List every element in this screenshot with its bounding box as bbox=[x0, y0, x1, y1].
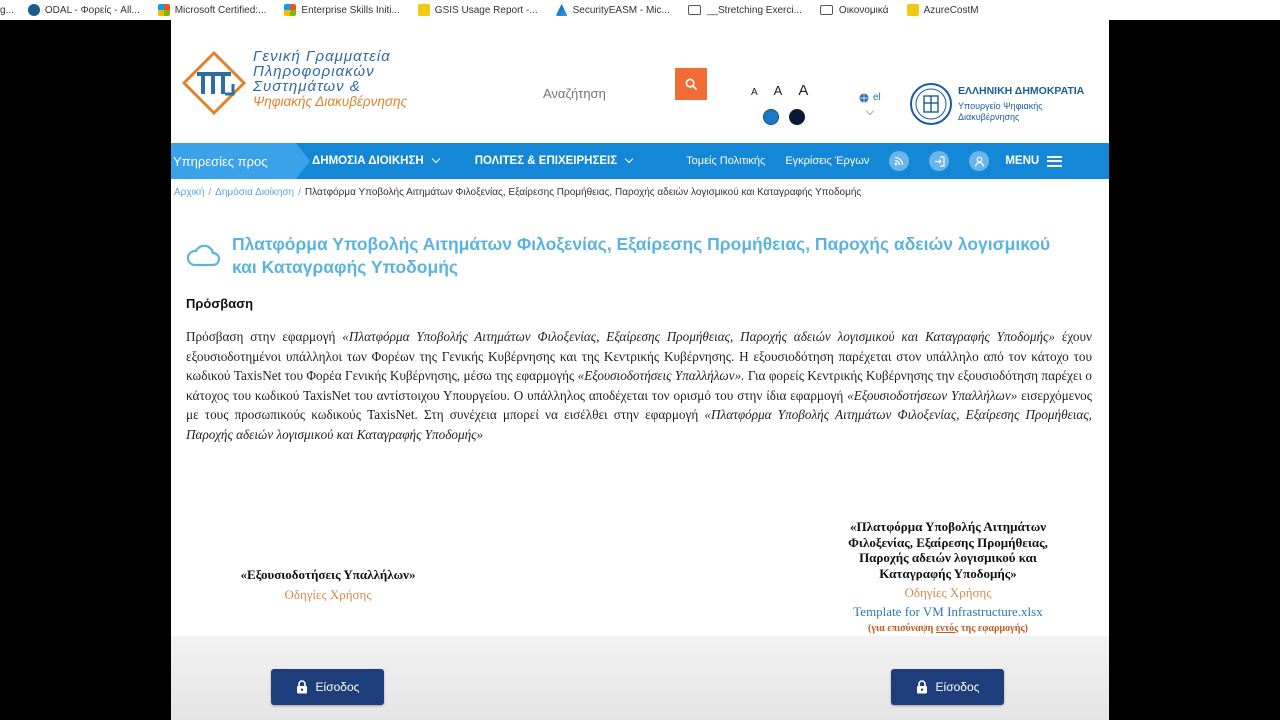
bookmark-folder[interactable]: __Stretching Exerci... bbox=[688, 5, 802, 16]
bookmark-folder[interactable]: Οικονομικά bbox=[820, 5, 889, 16]
contrast-dark-button[interactable] bbox=[789, 109, 805, 125]
chevron-down-icon bbox=[625, 155, 633, 163]
bookmarks-bar bbox=[0, 0, 1280, 20]
language-selector[interactable]: el bbox=[859, 92, 881, 103]
main-nav bbox=[171, 143, 1109, 179]
microsoft-icon bbox=[284, 4, 296, 16]
breadcrumb-home[interactable]: Αρχική bbox=[174, 187, 205, 198]
site-header bbox=[171, 20, 1109, 143]
search-button[interactable] bbox=[675, 68, 707, 100]
powerbi-icon bbox=[907, 4, 919, 16]
bookmark-item[interactable]: AzureCostM bbox=[907, 4, 979, 16]
powerbi-icon bbox=[418, 4, 430, 16]
bookmark-item[interactable]: ODAL - Φορείς - All... bbox=[28, 4, 140, 16]
breadcrumb: Αρχική / Δημόσια Διοίκηση / Πλατφόρμα Υποβολής Αιτημάτων Φιλοξενίας, Εξαίρεσης Προμήθειας, Παροχής αδειών λογισμικού και Καταγραφής Υποδομής bbox=[174, 187, 862, 198]
font-large-button[interactable]: A bbox=[798, 82, 809, 99]
nav-services-label: Υπηρεσίες προς bbox=[171, 143, 296, 179]
platform-title: «Πλατφόρμα Υποβολής Αιτημάτων Φιλοξενίας, Εξαίρεσης Προμήθειας, Παροχής αδειών λογισμικού και Καταγραφής Υποδομής» bbox=[848, 519, 1048, 581]
rss-icon bbox=[894, 156, 904, 166]
font-size-controls bbox=[751, 82, 808, 99]
microsoft-icon bbox=[158, 4, 170, 16]
hamburger-icon bbox=[1047, 156, 1062, 167]
globe-icon bbox=[859, 93, 869, 103]
folder-icon bbox=[688, 5, 701, 15]
bookmark-item[interactable]: SecurityEASM - Mic... bbox=[556, 4, 670, 16]
platform-block bbox=[823, 519, 1073, 634]
platform-login-button[interactable]: Είσοδος bbox=[891, 669, 1004, 705]
chevron-down-icon bbox=[431, 155, 439, 163]
font-small-button[interactable]: A bbox=[751, 87, 758, 98]
menu-button[interactable]: MENU bbox=[1005, 155, 1062, 167]
chevron-down-icon[interactable] bbox=[866, 107, 874, 115]
sign-in-icon bbox=[934, 156, 945, 167]
attachment-note: (για επισύναψη εντός της εφαρμογής) bbox=[868, 623, 1028, 634]
authorizations-login-button[interactable]: Είσοδος bbox=[271, 669, 384, 705]
bookmark-item[interactable]: g... bbox=[0, 4, 14, 16]
nav-project-approvals[interactable]: Εγκρίσεις Έργων bbox=[785, 155, 870, 167]
font-medium-button[interactable]: A bbox=[773, 83, 783, 98]
contrast-normal-button[interactable] bbox=[763, 109, 779, 125]
breadcrumb-public-admin[interactable]: Δημόσια Διοίκηση bbox=[215, 187, 295, 198]
gov-ministry: Υπουργείο Ψηφιακής Διακυβέρνησης bbox=[958, 101, 1043, 122]
nav-citizens-business[interactable]: ΠΟΛΙΤΕΣ & ΕΠΙΧΕΙΡΗΣΕΙΣ bbox=[475, 155, 632, 167]
cloud-icon bbox=[185, 242, 221, 268]
odal-icon bbox=[28, 4, 40, 16]
azure-icon bbox=[556, 4, 568, 16]
search-input[interactable] bbox=[543, 83, 673, 103]
bookmark-item[interactable]: Enterprise Skills Initi... bbox=[284, 4, 399, 16]
contrast-controls bbox=[763, 109, 805, 125]
breadcrumb-current: Πλατφόρμα Υποβολής Αιτημάτων Φιλοξενίας, Εξαίρεσης Προμήθειας, Παροχής αδειών λογισμικού και Καταγραφής Υποδομής bbox=[304, 187, 862, 198]
search-icon bbox=[685, 78, 698, 91]
gov-title: ΕΛΛΗΝΙΚΗ ΔΗΜΟΚΡΑΤΙΑ bbox=[958, 85, 1085, 97]
authorizations-block bbox=[223, 567, 433, 603]
vm-template-link[interactable]: Template for VM Infrastructure.xlsx bbox=[853, 604, 1043, 619]
lock-icon bbox=[916, 680, 928, 694]
nav-public-admin[interactable]: ΔΗΜΟΣΙΑ ΔΙΟΙΚΗΣΗ bbox=[312, 155, 439, 167]
authorizations-title: «Εξουσιοδοτήσεις Υπαλλήλων» bbox=[240, 567, 416, 582]
user-button[interactable] bbox=[969, 151, 989, 171]
gsis-logo-text[interactable]: Γενική Γραμματεία Πληροφοριακών Συστημάτων & Ψηφιακής Διακυβέρνησης bbox=[253, 48, 408, 109]
lock-icon bbox=[296, 680, 308, 694]
rss-button[interactable] bbox=[889, 151, 909, 171]
folder-icon bbox=[820, 5, 833, 15]
web-page bbox=[171, 0, 1109, 720]
platform-guide-link[interactable]: Οδηγίες Χρήσης bbox=[904, 585, 992, 600]
user-icon bbox=[974, 156, 985, 167]
gsis-logo-icon[interactable] bbox=[181, 50, 247, 116]
page-title: Πλατφόρμα Υποβολής Αιτημάτων Φιλοξενίας, Εξαίρεσης Προμήθειας, Παροχής αδειών λογισμικού και Καταγραφής Υποδομής bbox=[232, 234, 1051, 277]
bookmark-item[interactable]: GSIS Usage Report -... bbox=[418, 4, 538, 16]
access-paragraph: Πρόσβαση στην εφαρμογή «Πλατφόρμα Υποβολής Αιτημάτων Φιλοξενίας, Εξαίρεσης Προμήθειας, Παροχής αδειών λογισμικού και Καταγραφής Υποδομής» έχουν εξουσιοδοτημένοι υπάλληλοι των Φορέων της Γενικής Κυβέρνησης και της Κεντρικής Κυβέρνησης. Η εξουσιοδότηση παρέχεται στον υπάλληλο από τον κάτοχο του κωδικού TaxisNet του Φορέα Γενικής Κυβέρνησης, μέσω της εφαρμογής «Εξουσιοδοτήσεις Υπαλλήλων». Για φορείς Κεντρικής Κυβέρνησης την εξουσιοδότηση παρέχει ο κάτοχος του κωδικού TaxisNet του αντίστοιχου Υπουργείου. Ο υπάλληλος αποδέχεται τον ορισμό του στην ίδια εφαρμογή «Εξουσιοδοτήσεων Υπαλλήλων» εισερχόμενος με τους προσωπικούς κωδικούς TaxisNet. Στη συνέχεια μπορεί να εισέλθει στην εφαρμογή «Πλατφόρμα Υποβολής Αιτημάτων Φιλοξενίας, Εξαίρεσης Προμήθειας, Παροχής αδειών λογισμικού και Καταγραφής Υποδομής» bbox=[186, 329, 1092, 442]
section-heading: Πρόσβαση bbox=[186, 296, 254, 311]
nav-policy-areas[interactable]: Τομείς Πολιτικής bbox=[686, 155, 766, 167]
bookmark-item[interactable]: Microsoft Certified:... bbox=[158, 4, 267, 16]
authorizations-guide-link[interactable]: Οδηγίες Χρήσης bbox=[284, 586, 372, 602]
greek-republic-seal-icon bbox=[909, 82, 953, 126]
login-nav-button[interactable] bbox=[929, 151, 949, 171]
